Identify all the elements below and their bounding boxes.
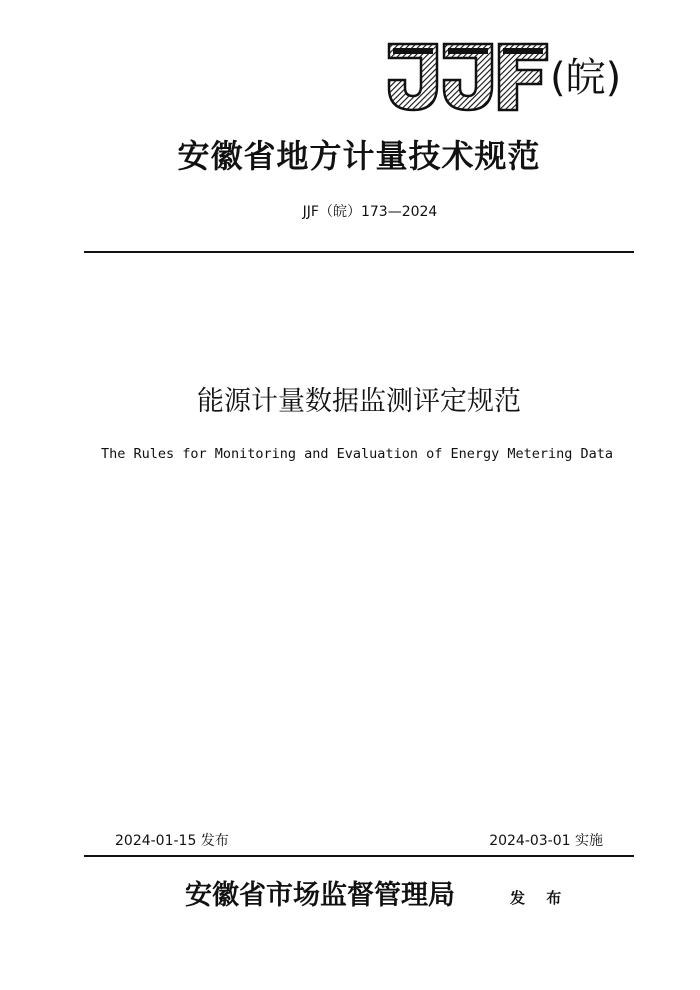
bottom-divider: [84, 855, 634, 857]
issue-date: 2024-01-15 发布: [115, 833, 229, 849]
top-divider: [84, 251, 634, 253]
logo-letter-f: [499, 44, 547, 110]
publisher-name: 安徽省市场监督管理局: [185, 880, 455, 911]
document-title-en: The Rules for Monitoring and Evaluation of Energy Metering Data: [100, 446, 614, 462]
logo-letter-j-2: [444, 44, 492, 110]
jjf-logo-mark: [385, 40, 550, 115]
jjf-logo: [385, 40, 645, 115]
document-title-cn: 能源计量数据监测评定规范: [197, 386, 521, 417]
logo-province: (皖): [550, 55, 622, 101]
logo-letter-j-1: [389, 44, 437, 110]
doc-number: JJF（皖）173—2024: [302, 204, 438, 220]
implement-date: 2024-03-01 实施: [489, 833, 603, 849]
org-title: 安徽省地方计量技术规范: [177, 137, 541, 175]
publish-label: 发 布: [510, 889, 570, 907]
